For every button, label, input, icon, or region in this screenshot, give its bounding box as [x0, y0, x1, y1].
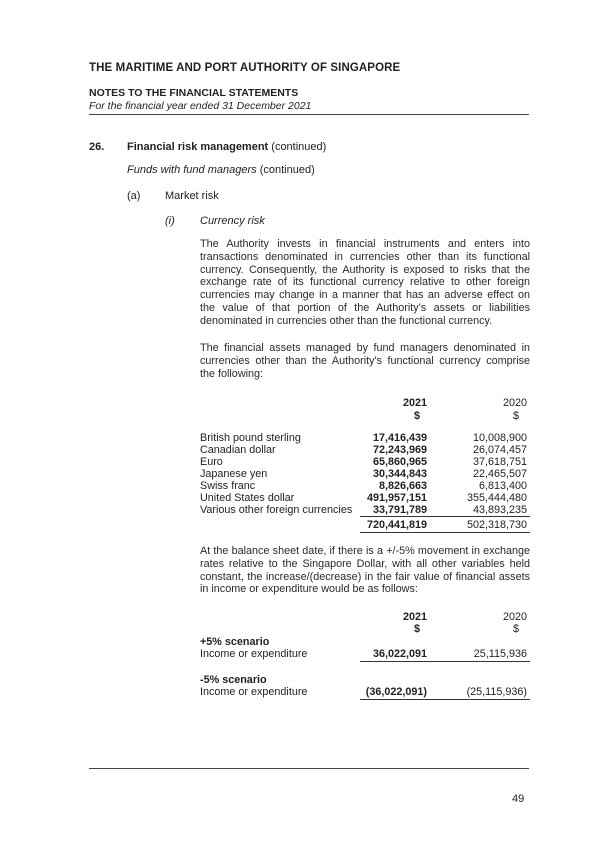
- subitem-label: Currency risk: [200, 215, 265, 227]
- minus-scenario-row: [200, 686, 530, 698]
- col-unit-2021: $: [413, 410, 420, 422]
- section-title-text: Financial risk management: [127, 141, 269, 153]
- row-value-2021: 72,243,969: [372, 444, 427, 456]
- subsection-title: [127, 164, 315, 176]
- table-row: [200, 432, 530, 444]
- row-label: Various other foreign currencies: [200, 504, 353, 516]
- row-value-2020: 355,444,480: [466, 492, 527, 504]
- table-row: [200, 492, 530, 504]
- minus-scenario-2020: (25,115,936): [466, 686, 527, 698]
- plus-scenario-2021: 36,022,091: [372, 648, 427, 660]
- currency-risk-paragraph: The Authority invests in financial instruments and enters into transactions denominated in currencies other than its functional currency. Consequently, the Authority is exposed to risks that the exchange rate of its functional currency relative to other foreign currencies may change in a manner that has an adverse effect on the value of that portion of the Authority's assets or liabilities denominated in currencies other than the functional currency.: [200, 238, 530, 327]
- section-title-suffix: (continued): [271, 141, 327, 153]
- total-value-2020: 502,318,730: [466, 519, 527, 531]
- total-row: [200, 519, 530, 531]
- plus-scenario-2020: 25,115,936: [473, 648, 527, 660]
- table-row: [200, 504, 530, 516]
- currency-table: [200, 397, 530, 532]
- financial-assets-paragraph: The financial assets managed by fund managers denominated in currencies other than the Authority's functional currency comprise the following:: [200, 342, 530, 380]
- row-label: Canadian dollar: [200, 444, 276, 456]
- table-row: [200, 480, 530, 492]
- subitem-marker: (i): [165, 215, 175, 227]
- sensitivity-table: [200, 611, 530, 701]
- row-value-2021: 65,860,965: [372, 456, 427, 468]
- row-value-2020: 43,893,235: [472, 504, 527, 516]
- table-row: [200, 468, 530, 480]
- sens-col-header-2021: 2021: [402, 611, 427, 623]
- subsection-title-suffix: (continued): [259, 164, 315, 176]
- row-value-2020: 10,008,900: [472, 432, 527, 444]
- row-value-2020: 37,618,751: [472, 456, 527, 468]
- col-header-2021: 2021: [402, 397, 427, 409]
- sens-col-unit-2021: $: [413, 623, 420, 635]
- notes-title: NOTES TO THE FINANCIAL STATEMENTS: [89, 87, 299, 99]
- header-divider: [89, 114, 529, 115]
- row-label: Japanese yen: [200, 468, 268, 480]
- section-title: [127, 141, 326, 153]
- plus-scenario-rule: [360, 661, 530, 662]
- item-marker: (a): [127, 190, 141, 202]
- plus-scenario-label: Income or expenditure: [200, 648, 308, 660]
- plus-scenario-heading: +5% scenario: [200, 636, 270, 648]
- section-number: 26.: [89, 141, 105, 153]
- row-value-2020: 26,074,457: [472, 444, 527, 456]
- row-value-2021: 491,957,151: [366, 492, 427, 504]
- total-rule: [360, 532, 530, 533]
- row-value-2021: 30,344,843: [372, 468, 427, 480]
- reporting-period: For the financial year ended 31 December 2021: [89, 100, 312, 112]
- subtotal-rule: [360, 516, 530, 517]
- total-value-2021: 720,441,819: [366, 519, 427, 531]
- row-value-2021: 33,791,789: [372, 504, 427, 516]
- table-row: [200, 444, 530, 456]
- minus-scenario-rule: [360, 699, 530, 700]
- subsection-title-text: Funds with fund managers: [127, 164, 257, 176]
- row-value-2021: 17,416,439: [372, 432, 427, 444]
- row-label: Euro: [200, 456, 223, 468]
- table-row: [200, 456, 530, 468]
- row-label: British pound sterling: [200, 432, 301, 444]
- row-value-2020: 22,465,507: [472, 468, 527, 480]
- organisation-title: THE MARITIME AND PORT AUTHORITY OF SINGAPORE: [89, 62, 401, 74]
- plus-scenario-row: [200, 648, 530, 660]
- row-label: Swiss franc: [200, 480, 256, 492]
- sensitivity-paragraph: At the balance sheet date, if there is a +/-5% movement in exchange rates relative to the Singapore Dollar, with all other variables held constant, the increase/(decrease) in the fair value of financial assets in income or expenditure would be as follows:: [200, 545, 530, 596]
- page-number: 49: [512, 793, 525, 805]
- item-label: Market risk: [165, 190, 219, 202]
- minus-scenario-label: Income or expenditure: [200, 686, 308, 698]
- sens-col-unit-2020: $: [512, 623, 519, 635]
- sens-col-header-2020: 2020: [502, 611, 527, 623]
- minus-scenario-heading: -5% scenario: [200, 674, 267, 686]
- col-unit-2020: $: [512, 410, 519, 422]
- row-value-2021: 8,826,663: [378, 480, 427, 492]
- minus-scenario-2021: (36,022,091): [365, 686, 427, 698]
- col-header-2020: 2020: [502, 397, 527, 409]
- row-label: United States dollar: [200, 492, 295, 504]
- footer-divider: [89, 768, 529, 769]
- row-value-2020: 6,813,400: [478, 480, 527, 492]
